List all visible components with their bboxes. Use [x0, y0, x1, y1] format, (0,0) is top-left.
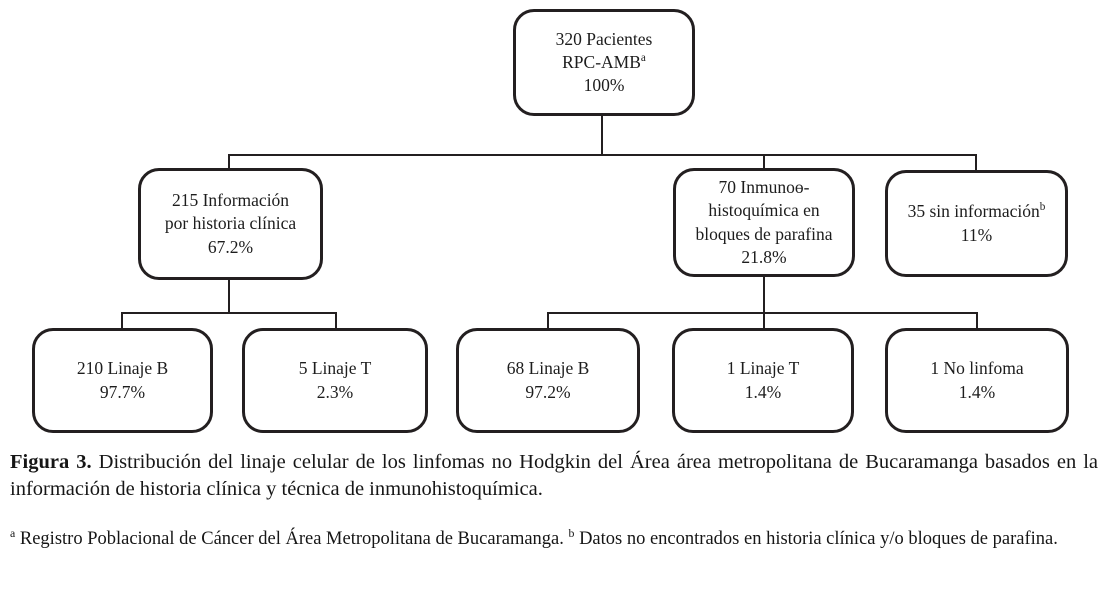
node-root-percent: 100% — [583, 75, 625, 96]
node-1-no-linfoma: 1 No linfoma 1.4% — [885, 328, 1069, 433]
node-root-label: RPC-AMB$^a$ — [562, 51, 646, 72]
node-sin-informacion: 35 sin información$^b$ 11% — [885, 170, 1068, 277]
footnote-a-marker: a — [10, 525, 16, 540]
footnote-marker-b: b — [1039, 201, 1046, 214]
node-historia-percent: 67.2% — [207, 236, 254, 257]
node-1-linaje-t: 1 Linaje T 1.4% — [672, 328, 854, 433]
footnote-a-text: Registro Poblacional de Cáncer del Área Metropolitana de Bucaramanga. — [19, 529, 564, 549]
node-historia-clinica: 215 Información por historia clínica 67.2% — [138, 168, 323, 280]
figure-caption — [10, 449, 1098, 503]
connector-inmuno-down — [763, 275, 765, 314]
node-68-linaje-b: 68 Linaje B 97.2% — [456, 328, 640, 433]
connector-root-down — [601, 112, 603, 156]
node-210-linaje-b: 210 Linaje B 97.7% — [32, 328, 213, 433]
connector-level1-horizontal — [228, 154, 977, 156]
node-5-linaje-t: 5 Linaje T 2.3% — [242, 328, 428, 433]
node-sin-info-percent: 11% — [960, 224, 993, 245]
connector-historia-down — [228, 278, 230, 314]
figure-caption-label: Figura 3. — [10, 451, 92, 473]
figure-footnotes — [10, 524, 1092, 556]
figure-caption-text: Distribución del linaje celular de los linfomas no Hodgkin del Área área metropolitana de Bucaramanga basados en la información de historia clínica y técnica de inmunohistoquímica. — [10, 451, 1099, 501]
node-inmuno-percent: 21.8% — [741, 246, 787, 267]
connector-level2a-horizontal — [121, 312, 337, 314]
footnote-b-marker: b — [568, 525, 575, 540]
footnote-b-text: Datos no encontrados en historia clínica y/o bloques de parafina. — [579, 529, 1058, 549]
node-root-pacientes — [513, 9, 695, 116]
node-root-count: 320 Pacientes — [555, 28, 653, 49]
node-inmunohistoquimica: 70 Inmunoө- histoquímica en bloques de parafina 21.8% — [673, 168, 855, 277]
footnote-marker-a: a — [640, 52, 646, 65]
